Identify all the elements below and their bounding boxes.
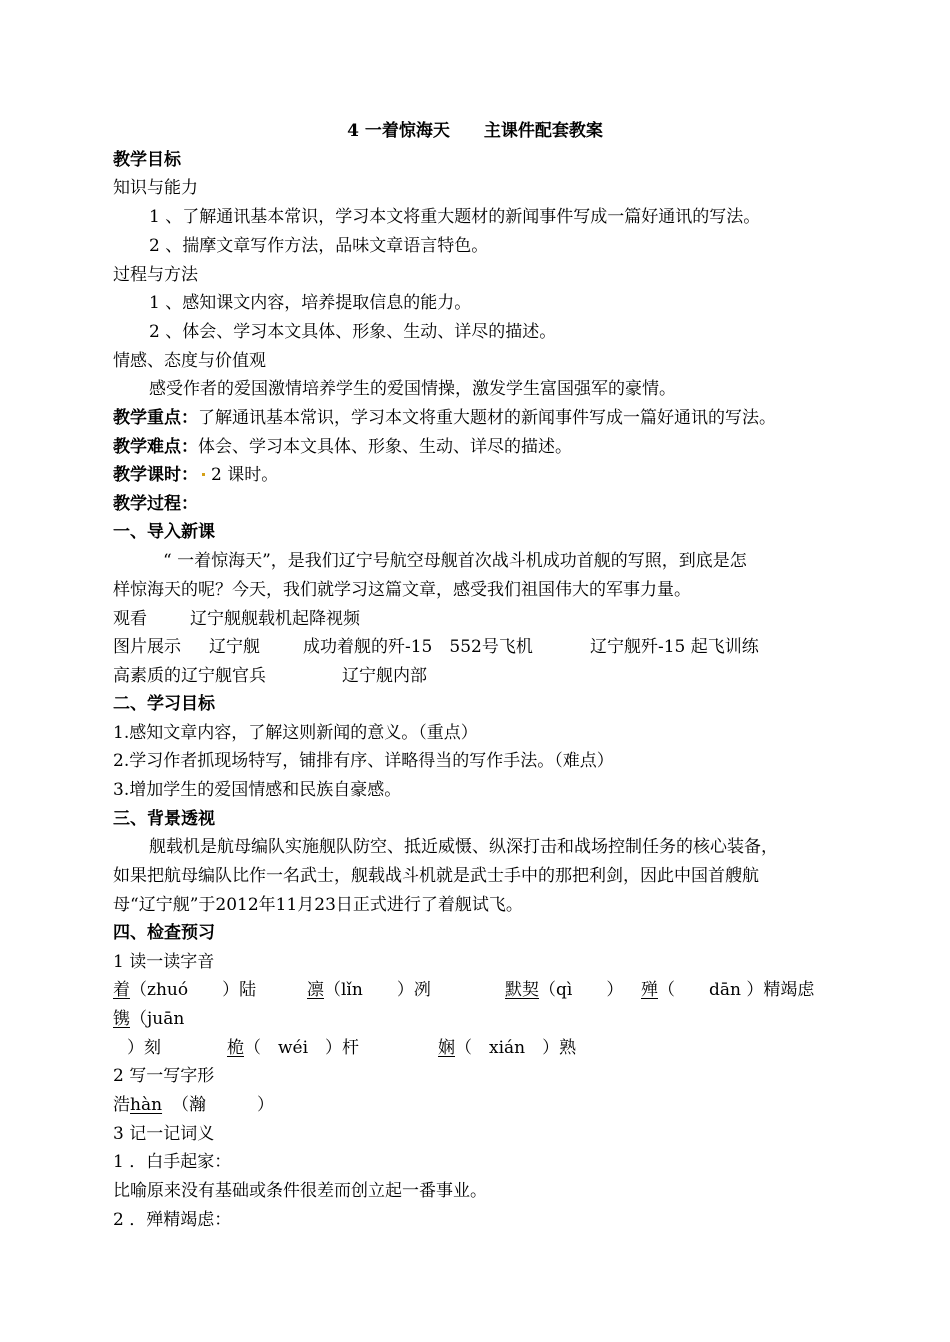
difficulty-line — [113, 434, 572, 460]
word-suffix: ）刻 — [127, 1038, 161, 1058]
section-1-heading: 一、导入新课 — [113, 522, 215, 542]
objectives-heading: 教学目标 — [113, 150, 181, 170]
page-title: 4 一着惊海天 主课件配套教案 — [347, 121, 603, 141]
knowledge-item-2: 2 、揣摩文章写作方法，品味文章语言特色。 — [149, 236, 489, 256]
emotion-values-heading: 情感、态度与价值观 — [113, 351, 266, 371]
difficulty-label: 教学难点： — [113, 437, 198, 457]
word-char: 默契 — [505, 980, 539, 1000]
pictures-label: 图片展示 — [113, 637, 181, 657]
hours-line — [113, 462, 278, 488]
definition-1-term: 1 ．白手起家： — [113, 1152, 232, 1172]
word-item — [307, 977, 431, 1003]
word-pinyin: （zhuó ）陆 — [130, 980, 257, 1000]
word-char: 凛 — [307, 980, 324, 1000]
bullet-dot-icon — [202, 473, 205, 476]
word-pinyin: （juān — [130, 1009, 185, 1029]
question-2: 2 写一写字形 — [113, 1066, 215, 1086]
process-item-1: 1 、感知课文内容，培养提取信息的能力。 — [149, 293, 472, 313]
goal-2: 2.学习作者抓现场特写，铺排有序、详略得当的写作手法。（难点） — [113, 751, 614, 771]
section-4-heading: 四、检查预习 — [113, 923, 215, 943]
key-point-line — [113, 405, 776, 431]
word-pinyin: （lǐn ）冽 — [324, 980, 431, 1000]
picture-1: 辽宁舰 — [209, 637, 260, 657]
question-1: 1 读一读字音 — [113, 952, 215, 972]
pictures-line-2 — [113, 663, 427, 689]
intro-paragraph-line-1: “ 一着惊海天”，是我们辽宁号航空母舰首次战斗机成功首舰的写照，到底是怎 — [163, 551, 747, 571]
word-item — [505, 977, 623, 1003]
key-point-label: 教学重点： — [113, 408, 198, 428]
word-item — [438, 1035, 576, 1061]
word-item — [641, 977, 814, 1003]
word-pinyin: （ dān ）精竭虑 — [658, 980, 815, 1000]
goal-3: 3.增加学生的爱国情感和民族自豪感。 — [113, 780, 402, 800]
word-item — [113, 980, 256, 1000]
word-char: 桅 — [227, 1038, 244, 1058]
word-char: 殚 — [641, 980, 658, 1000]
section-2-heading: 二、学习目标 — [113, 694, 215, 714]
picture-5: 辽宁舰内部 — [342, 666, 427, 686]
watch-line — [113, 606, 360, 632]
process-method-heading: 过程与方法 — [113, 265, 198, 285]
emotion-item-1: 感受作者的爱国激情培养学生的爱国情操，激发学生富国强军的豪情。 — [149, 379, 676, 399]
word-char: 着 — [113, 980, 130, 1000]
pictures-line — [113, 634, 759, 660]
word-char: 娴 — [438, 1038, 455, 1058]
watch-label: 观看 — [113, 609, 147, 629]
hours-label: 教学课时： — [113, 465, 198, 485]
word-char: 镌 — [113, 1009, 130, 1029]
key-point-text: 了解通讯基本常识，学习本文将重大题材的新闻事件写成一篇好通讯的写法。 — [198, 408, 776, 428]
watch-text: 辽宁舰舰载机起降视频 — [190, 609, 360, 629]
background-line-2: 如果把航母编队比作一名武士，舰载战斗机就是武士手中的那把利剑，因此中国首艘航 — [113, 866, 759, 886]
word-pinyin: （qì ） — [539, 980, 624, 1000]
word-item — [227, 1035, 359, 1061]
definition-2-term: 2 ．殚精竭虑： — [113, 1210, 232, 1230]
write-row-1 — [113, 1092, 274, 1118]
word-pinyin: （ xián ）熟 — [455, 1038, 577, 1058]
write-answer: （瀚 ） — [172, 1095, 275, 1115]
background-line-1: 舰载机是航母编队实施舰队防空、抵近威慑、纵深打击和战场控制任务的核心装备， — [149, 837, 778, 857]
definition-1-text: 比喻原来没有基础或条件很差而创立起一番事业。 — [113, 1181, 487, 1201]
section-3-heading: 三、背景透视 — [113, 809, 215, 829]
knowledge-ability-heading: 知识与能力 — [113, 178, 198, 198]
intro-paragraph-line-2: 样惊海天的呢？今天，我们就学习这篇文章，感受我们祖国伟大的军事力量。 — [113, 580, 691, 600]
write-char: 浩 — [113, 1095, 130, 1115]
word-pinyin: （ wéi ）杆 — [244, 1038, 360, 1058]
hours-text: 2 课时。 — [211, 465, 279, 485]
difficulty-text: 体会、学习本文具体、形象、生动、详尽的描述。 — [198, 437, 572, 457]
goal-1: 1.感知文章内容，了解这则新闻的意义。（重点） — [113, 723, 478, 743]
picture-3: 辽宁舰歼-15 起飞训练 — [590, 637, 759, 657]
process-item-2: 2 、体会、学习本文具体、形象、生动、详尽的描述。 — [149, 322, 557, 342]
picture-4: 高素质的辽宁舰官兵 — [113, 666, 266, 686]
pronunciation-row-1 — [113, 977, 815, 1003]
picture-2: 成功着舰的歼-15 552号飞机 — [303, 637, 533, 657]
background-line-3: 母“辽宁舰”于2012年11月23日正式进行了着舰试飞。 — [113, 895, 523, 915]
pronunciation-row-3 — [113, 1035, 577, 1061]
process-heading: 教学过程： — [113, 494, 198, 514]
pronunciation-row-2 — [113, 1006, 184, 1032]
knowledge-item-1: 1 、了解通讯基本常识，学习本文将重大题材的新闻事件写成一篇好通讯的写法。 — [149, 207, 761, 227]
write-pinyin: hàn — [130, 1095, 163, 1115]
question-3: 3 记一记词义 — [113, 1124, 215, 1144]
